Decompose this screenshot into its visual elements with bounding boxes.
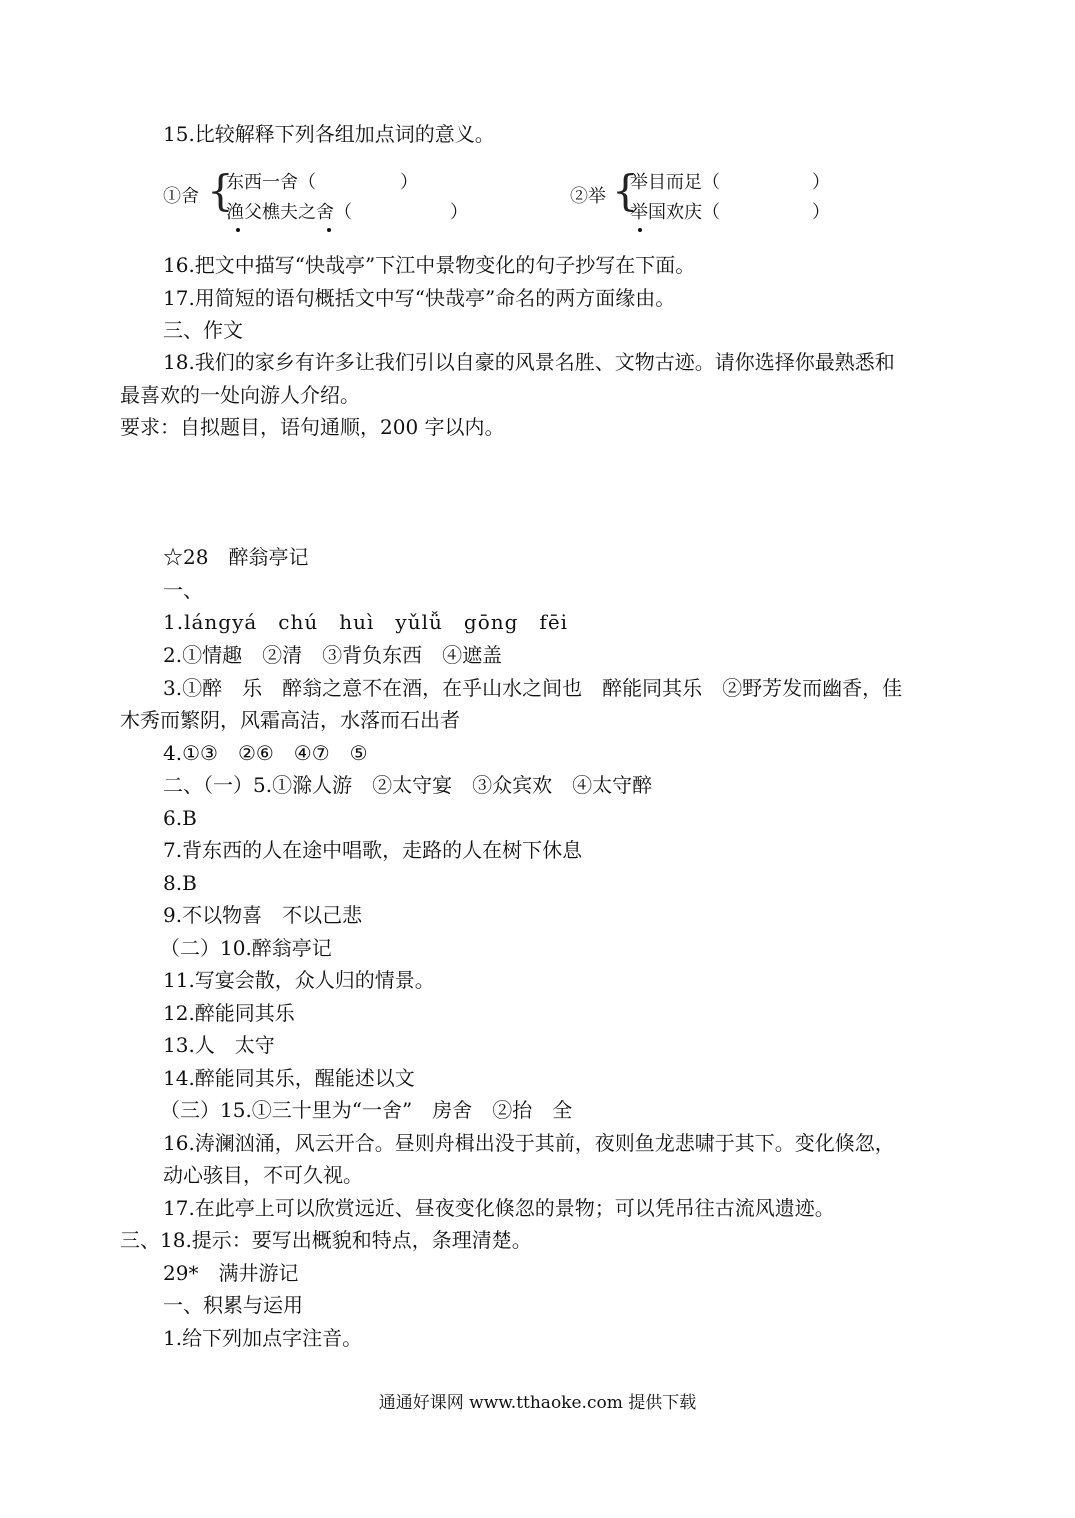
next-lesson-section: 一、积累与运用 [163,1293,303,1317]
answer-section-title: ☆28 醉翁亭记 [163,545,309,569]
match-left-label: ①舍 [163,186,199,207]
question-16: 16.把文中描写“快哉亭”下江中景物变化的句子抄写在下面。 [163,253,696,277]
next-lesson-title: 29* 满井游记 [163,1261,299,1285]
match-right-item-2: 举国欢庆（ [630,202,720,223]
answer-17: 17.在此亭上可以欣赏远近、昼夜变化倏忽的景物；可以凭吊往古流风遗迹。 [163,1196,835,1220]
answer-part-1: 一、 [163,578,203,602]
match-right-label: ②举 [570,186,606,207]
answer-3-line-1: 3.①醉 乐 醉翁之意不在酒，在乎山水之间也 醉能同其乐 ②野芳发而幽香，佳 [163,676,903,700]
answer-16-line-2: 动心骇目，不可久视。 [163,1163,363,1187]
answer-13: 13.人 太守 [163,1033,275,1057]
answer-2: 2.①情趣 ②清 ③背负东西 ④遮盖 [163,643,503,667]
emphasis-dot [236,228,240,232]
match-left-close-1: ） [400,172,418,193]
section-heading-composition: 三、作文 [163,318,243,342]
question-18-line-1: 18.我们的家乡有许多让我们引以自豪的风景名胜、文物古迹。请你选择你最熟悉和 [163,350,895,374]
next-lesson-question-1: 1.给下列加点字注音。 [163,1326,363,1350]
left-brace: { [207,166,234,215]
question-17: 17.用简短的语句概括文中写“快哉亭”命名的两方面缘由。 [163,286,676,310]
right-brace: { [612,166,639,215]
answer-9: 9.不以物喜 不以己悲 [163,903,363,927]
answer-12: 12.醉能同其乐 [163,1001,295,1025]
answer-5: 二、（一）5.①滁人游 ②太守宴 ③众宾欢 ④太守醉 [163,773,653,797]
match-left-item-1: 东西一舍（ [226,172,316,193]
composition-requirement: 要求：自拟题目，语句通顺，200 字以内。 [120,415,505,439]
answer-8: 8.B [163,871,197,895]
page-footer: 通通好课网 www.tthaoke.com 提供下载 [378,1393,697,1413]
answer-6: 6.B [163,806,197,830]
match-right-close-2: ） [812,202,830,223]
answer-4: 4.①③ ②⑥ ④⑦ ⑤ [163,741,368,765]
answer-15: （三）15.①三十里为“一舍” 房舍 ②抬 全 [160,1098,573,1122]
match-right-item-1: 举目而足（ [630,172,720,193]
answer-10: （二）10.醉翁亭记 [160,936,332,960]
answer-18: 三、18.提示：要写出概貌和特点，条理清楚。 [120,1228,532,1252]
emphasis-dot [638,228,642,232]
match-right-close-1: ） [812,172,830,193]
answer-14: 14.醉能同其乐，醒能述以文 [163,1066,415,1090]
question-15: 15.比较解释下列各组加点词的意义。 [163,122,495,146]
answer-11: 11.写宴会散，众人归的情景。 [163,968,435,992]
emphasis-dot [327,228,331,232]
answer-1-pinyin: 1.lángyá chú huì yǔlǚ gōng fēi [163,610,569,634]
question-18-line-2: 最喜欢的一处向游人介绍。 [120,383,360,407]
match-left-close-2: ） [450,202,468,223]
answer-3-line-2: 木秀而繁阴，风霜高洁，水落而石出者 [120,708,460,732]
answer-7: 7.背东西的人在途中唱歌，走路的人在树下休息 [163,838,583,862]
match-left-item-2: 渔父樵夫之舍（ [226,202,352,223]
answer-16-line-1: 16.涛澜汹涌，风云开合。昼则舟楫出没于其前，夜则鱼龙悲啸于其下。变化倏忽， [163,1131,895,1155]
